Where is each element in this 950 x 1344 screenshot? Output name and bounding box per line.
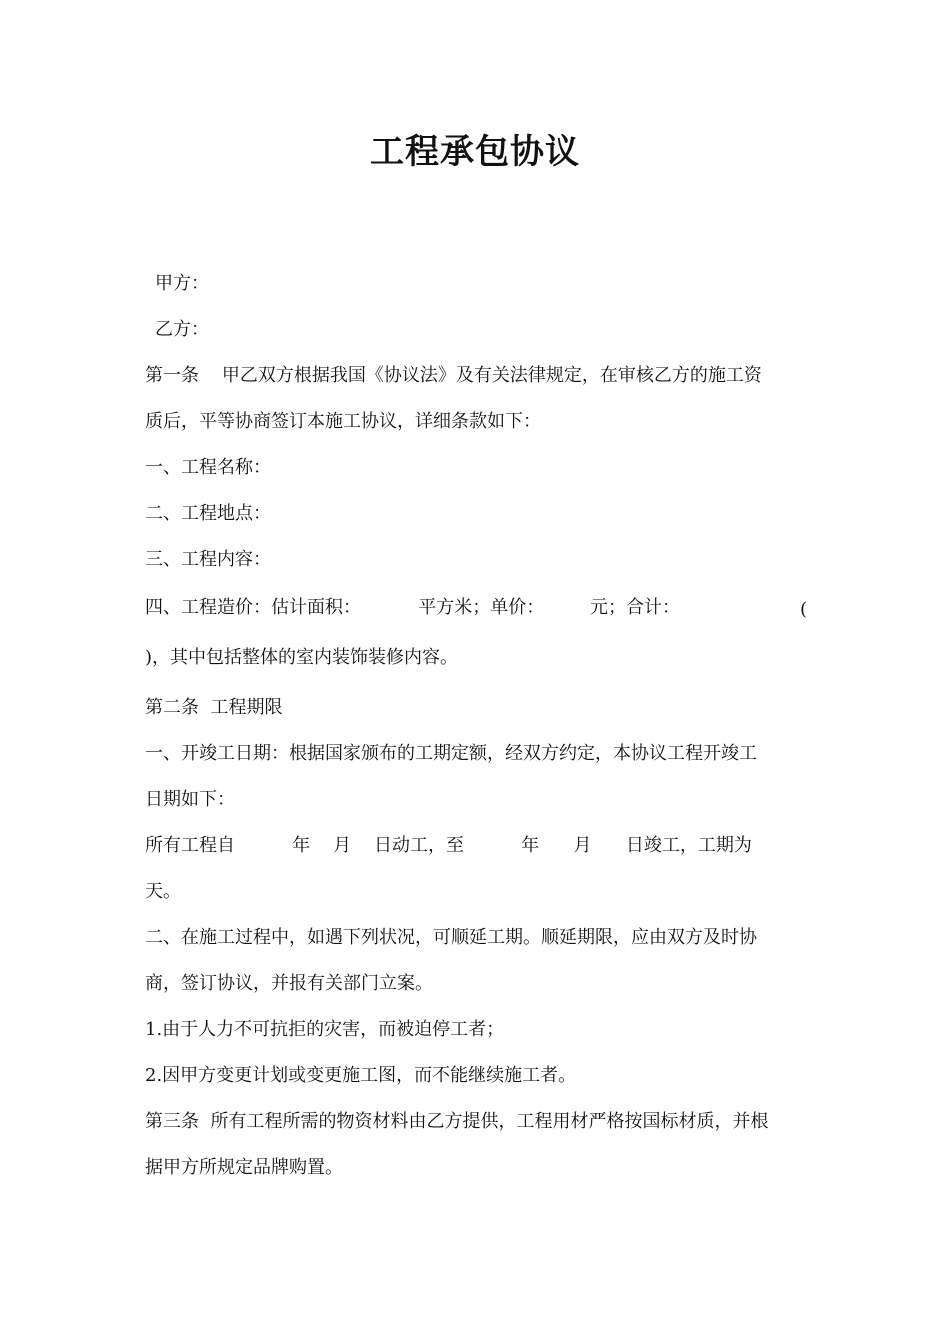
document-title: 工程承包协议 bbox=[370, 132, 580, 172]
article-2-condition-1: 1.由于人力不可抗拒的灾害，而被迫停工者； bbox=[145, 1019, 505, 1040]
party-a-label: 甲方： bbox=[155, 273, 209, 294]
item-project-cost: 四、工程造价：估计面积： 平方米；单价： 元；合计： bbox=[145, 597, 680, 618]
item-project-content: 三、工程内容： bbox=[145, 549, 271, 570]
cost-open-paren: ( bbox=[800, 599, 808, 620]
item-project-location: 二、工程地点： bbox=[145, 503, 271, 524]
article-1-line-2: 质后，平等协商签订本施工协议，详细条款如下： bbox=[145, 411, 541, 432]
article-2-item-1-line-1: 一、开竣工日期：根据国家颁布的工期定额，经双方约定，本协议工程开竣工 bbox=[145, 743, 757, 764]
article-2-dates-line-1: 所有工程自 年 月 日动工，至 年 月 日竣工，工期为 bbox=[145, 835, 752, 856]
item-project-cost-line-2: )，其中包括整体的室内装饰装修内容。 bbox=[145, 647, 459, 668]
article-3-line-2: 据甲方所规定品牌购置。 bbox=[145, 1157, 343, 1178]
article-3-line-1: 第三条 所有工程所需的物资材料由乙方提供，工程用材严格按国标材质，并根 bbox=[145, 1111, 769, 1132]
article-2-item-2-line-1: 二、在施工过程中，如遇下列状况，可顺延工期。顺延期限，应由双方及时协 bbox=[145, 927, 757, 948]
article-1-line-1: 第一条 甲乙双方根据我国《协议法》及有关法律规定，在审核乙方的施工资 bbox=[145, 365, 762, 386]
item-project-name: 一、工程名称： bbox=[145, 457, 271, 478]
article-2-heading: 第二条 工程期限 bbox=[145, 697, 283, 718]
article-2-item-2-line-2: 商，签订协议，并报有关部门立案。 bbox=[145, 973, 433, 994]
article-2-item-1-line-2: 日期如下： bbox=[145, 789, 235, 810]
article-2-dates-line-2: 天。 bbox=[145, 881, 181, 902]
party-b-label: 乙方： bbox=[155, 319, 209, 340]
article-2-condition-2: 2.因甲方变更计划或变更施工图，而不能继续施工者。 bbox=[145, 1065, 577, 1086]
